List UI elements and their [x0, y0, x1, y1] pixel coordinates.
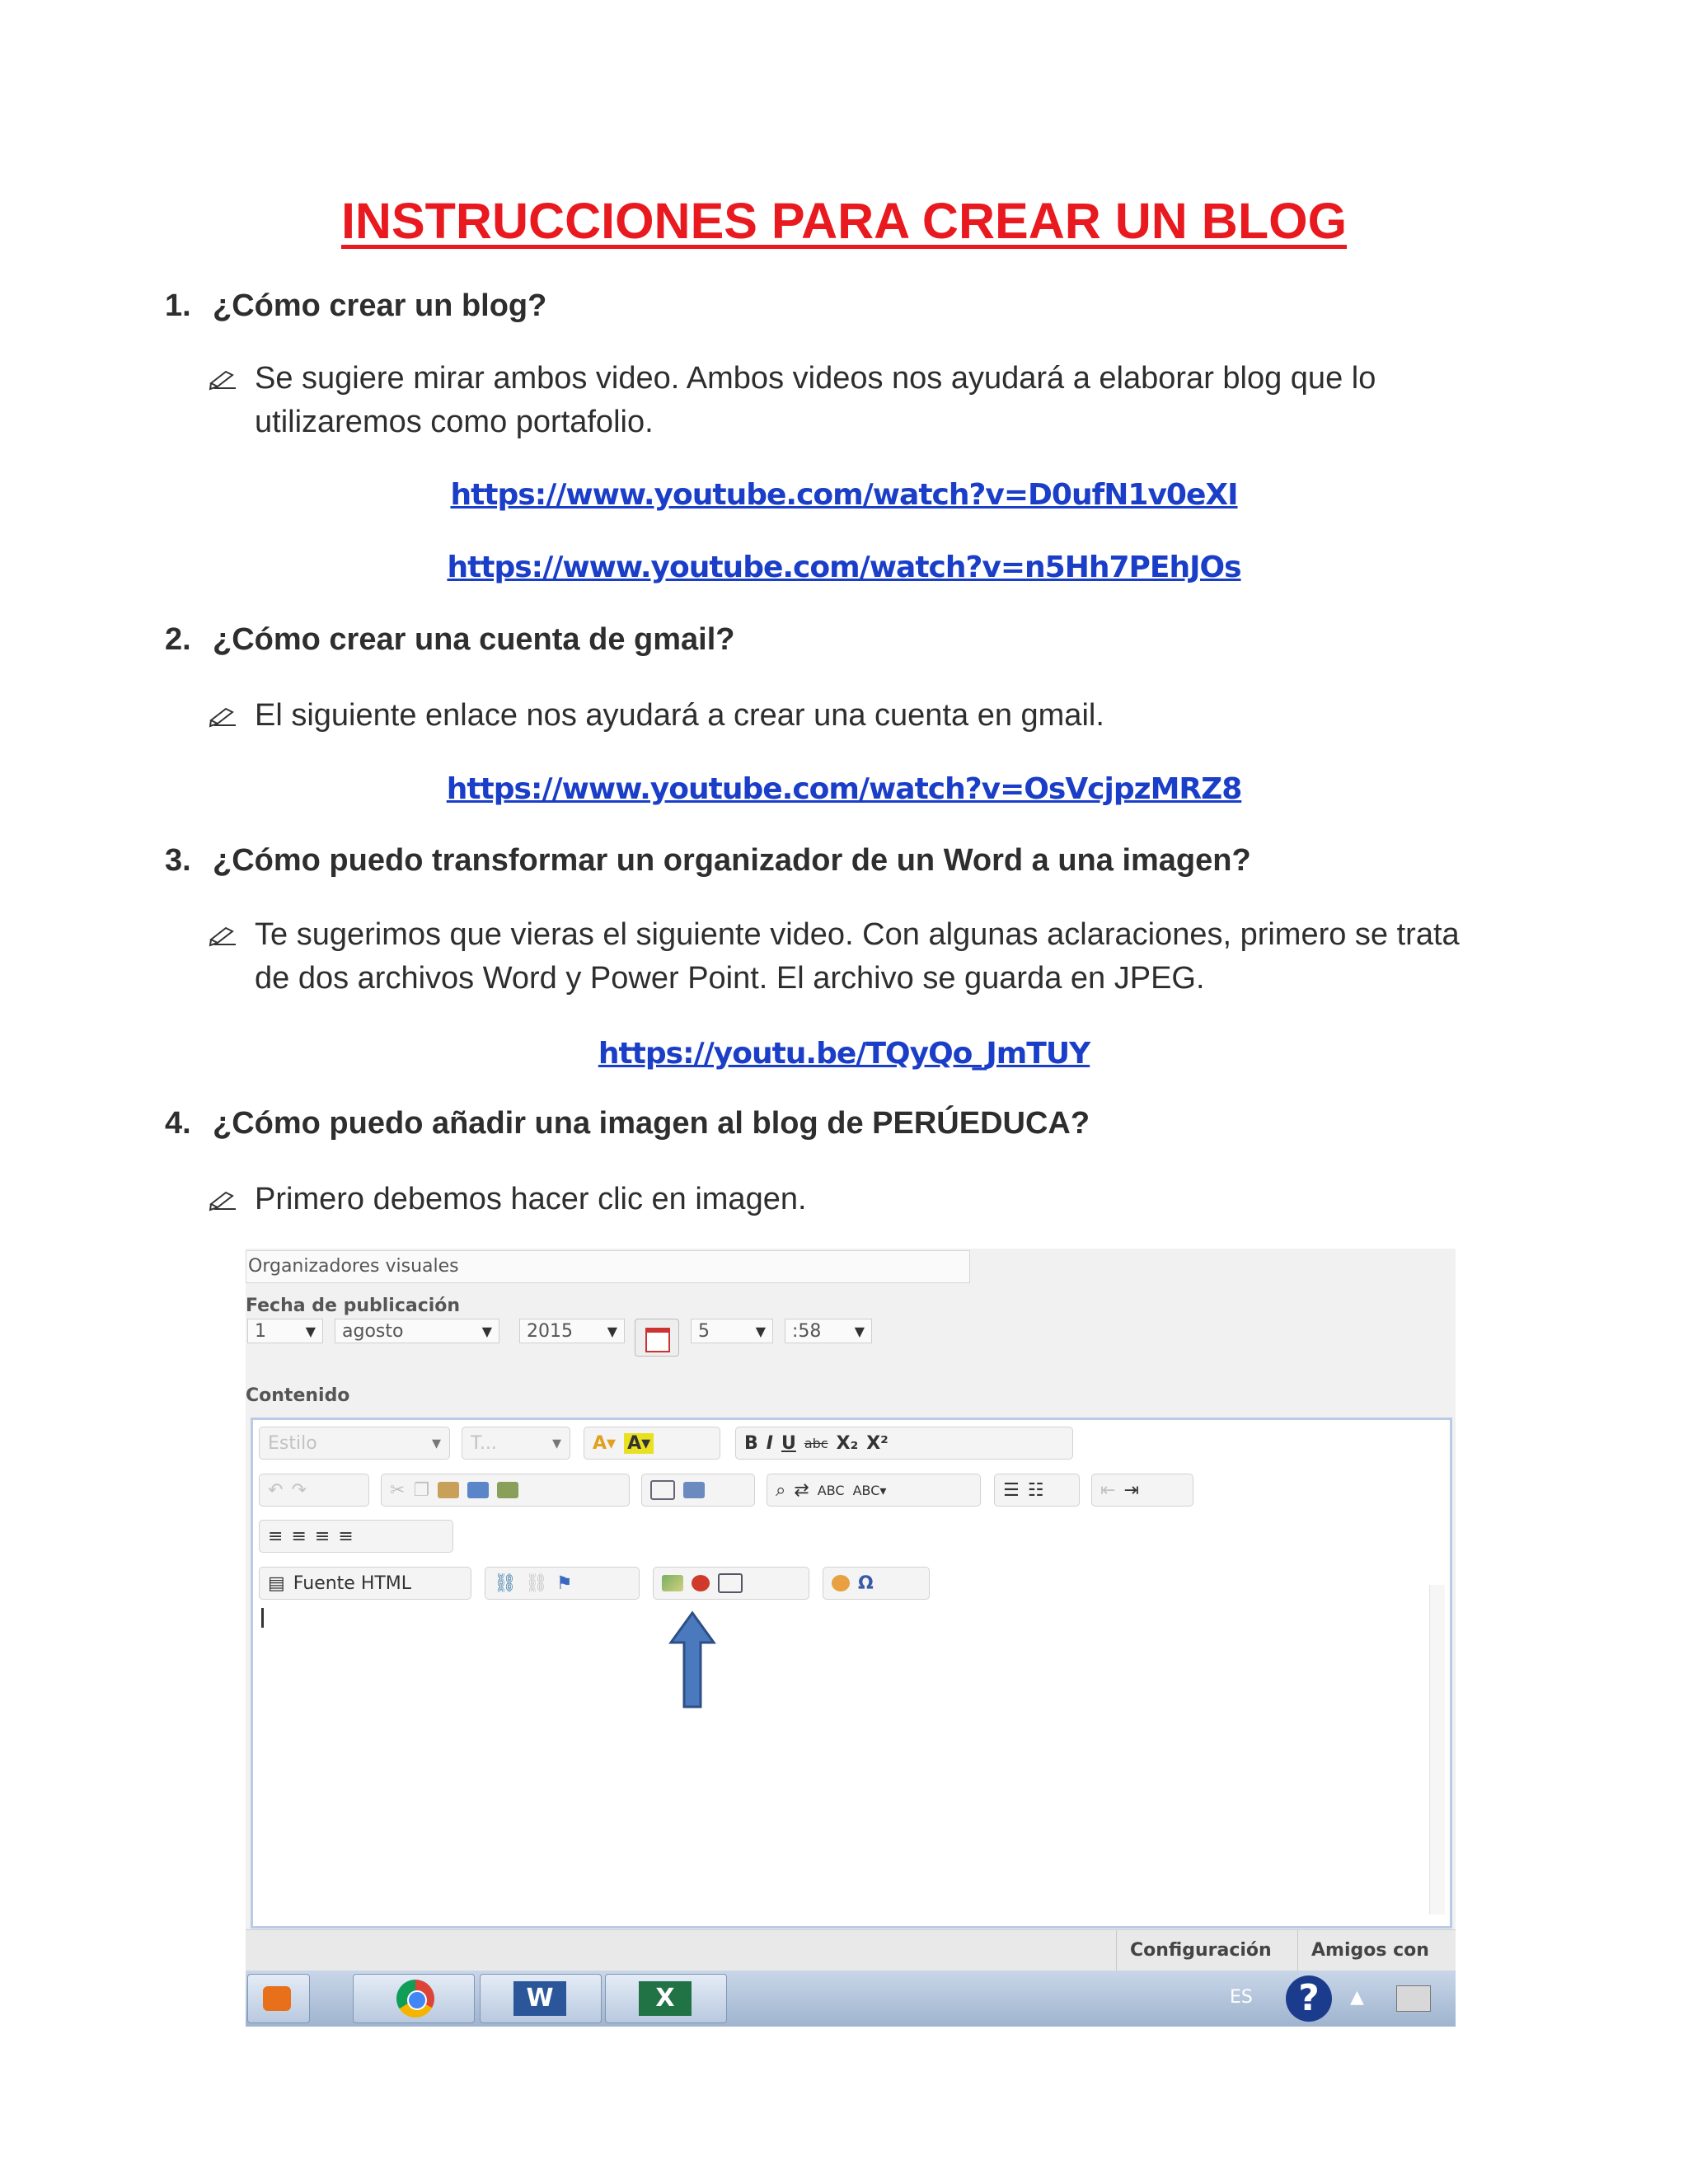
bullet-text-line1: Se sugiere mirar ambos video. Ambos videos nos ayudará a elaborar blog que lo: [255, 361, 1376, 396]
windows-taskbar: [246, 1971, 1456, 2027]
chrome-button[interactable]: [353, 1974, 475, 2023]
paste-icon[interactable]: [438, 1482, 459, 1498]
redo-icon[interactable]: ↷: [291, 1479, 307, 1501]
chevron-down-icon: ▾: [431, 1432, 441, 1454]
text-color-icon[interactable]: A▾: [593, 1432, 617, 1454]
copy-icon[interactable]: ❐: [413, 1479, 430, 1501]
language-indicator[interactable]: ES: [1230, 1987, 1253, 2008]
cut-icon[interactable]: ✂: [390, 1479, 406, 1501]
hour-value: 5: [698, 1321, 710, 1342]
video-link-4[interactable]: https://youtu.be/TQyQo_JmTUY: [598, 1037, 1090, 1071]
text-cursor: [261, 1608, 264, 1628]
day-select[interactable]: [247, 1319, 323, 1343]
remove-format-icon[interactable]: [683, 1482, 705, 1498]
bullet-text-line1: Primero debemos hacer clic en imagen.: [255, 1182, 807, 1216]
chevron-down-icon: ▾: [551, 1432, 561, 1454]
style-combo[interactable]: [259, 1427, 450, 1460]
question-3: [165, 843, 1251, 879]
year-value: 2015: [527, 1321, 573, 1342]
bullet-1: [208, 357, 1376, 444]
insert-group: [653, 1567, 809, 1600]
link-icon[interactable]: ⛓: [494, 1572, 517, 1594]
help-icon[interactable]: ?: [1286, 1975, 1332, 2022]
undo-icon[interactable]: ↶: [268, 1479, 284, 1501]
pencil-bullet-icon: [208, 1184, 237, 1214]
table-icon[interactable]: [718, 1573, 743, 1593]
question-text: ¿Cómo crear una cuenta de gmail?: [213, 622, 735, 657]
list-group: [994, 1474, 1080, 1507]
question-text: ¿Cómo crear un blog?: [213, 288, 547, 323]
post-title-field[interactable]: Organizadores visuales: [246, 1250, 970, 1283]
word-icon: W: [513, 1981, 566, 2016]
tab-configuracion[interactable]: Configuración: [1116, 1930, 1295, 1971]
excel-icon: X: [639, 1981, 692, 2016]
align-justify-icon[interactable]: ≡: [338, 1526, 354, 1547]
video-link-2[interactable]: https://www.youtube.com/watch?v=n5Hh7PEhJOs: [447, 551, 1241, 584]
align-group: [259, 1520, 453, 1553]
source-button[interactable]: [259, 1567, 471, 1600]
bullet-text-line2: de dos archivos Word y Power Point. El archivo se guarda en JPEG.: [255, 961, 1205, 996]
dropdown-arrow-icon: ▼: [854, 1324, 865, 1339]
network-icon[interactable]: [1396, 1985, 1431, 2012]
tray-expand-icon[interactable]: ▲: [1350, 1987, 1364, 2008]
media-player-icon: [263, 1986, 291, 2011]
clipboard-group: [381, 1474, 630, 1507]
date-label: Fecha de publicación: [246, 1296, 461, 1316]
editor-scrollbar[interactable]: [1429, 1585, 1445, 1915]
hour-select[interactable]: [691, 1319, 773, 1343]
excel-button[interactable]: [605, 1974, 727, 2023]
special-char-icon[interactable]: Ω: [858, 1572, 874, 1594]
italic-icon[interactable]: I: [766, 1432, 773, 1454]
month-select[interactable]: [335, 1319, 499, 1343]
spellcheck-menu-icon[interactable]: ABC▾: [852, 1482, 887, 1498]
question-number: 1.: [165, 288, 191, 323]
subscript-icon[interactable]: X₂: [836, 1432, 859, 1454]
bullet-2: [208, 694, 1104, 738]
font-combo[interactable]: [462, 1427, 570, 1460]
pencil-bullet-icon: [208, 363, 237, 393]
question-2: [165, 622, 734, 658]
indent-icon[interactable]: ⇥: [1123, 1479, 1139, 1501]
bullet-4: [208, 1178, 807, 1221]
bullet-text-line2: utilizaremos como portafolio.: [255, 405, 654, 439]
tab-amigos[interactable]: Amigos con: [1297, 1930, 1456, 1971]
dropdown-arrow-icon: ▼: [607, 1324, 617, 1339]
month-value: agosto: [342, 1321, 404, 1342]
replace-icon[interactable]: ⇄: [794, 1479, 809, 1501]
page-title: INSTRUCCIONES PARA CREAR UN BLOG: [340, 193, 1348, 249]
status-bar: [246, 1929, 1456, 1971]
history-group: [259, 1474, 369, 1507]
superscript-icon[interactable]: X²: [866, 1432, 889, 1454]
align-right-icon[interactable]: ≡: [314, 1526, 331, 1547]
pencil-bullet-icon: [208, 701, 237, 730]
dropdown-arrow-icon: ▼: [755, 1324, 766, 1339]
indent-group: [1091, 1474, 1193, 1507]
editor-screenshot: [246, 1249, 1456, 2027]
image-icon[interactable]: [662, 1575, 683, 1591]
day-value: 1: [255, 1321, 266, 1342]
bullet-text-line1: El siguiente enlace nos ayudará a crear una cuenta en gmail.: [255, 698, 1104, 733]
bulleted-list-icon[interactable]: ☷: [1027, 1479, 1044, 1501]
content-label: Contenido: [246, 1385, 350, 1406]
select-group: [641, 1474, 755, 1507]
question-1: [165, 288, 546, 324]
calendar-icon[interactable]: [635, 1319, 679, 1357]
color-group: [584, 1427, 720, 1460]
background-color-icon[interactable]: A▾: [624, 1433, 654, 1454]
outdent-icon[interactable]: ⇤: [1100, 1479, 1116, 1501]
dropdown-arrow-icon: ▼: [481, 1324, 492, 1339]
word-button[interactable]: [480, 1974, 602, 2023]
strikethrough-icon[interactable]: abc: [804, 1435, 828, 1451]
spellcheck-icon[interactable]: ABC: [817, 1482, 845, 1498]
paste-text-icon[interactable]: [467, 1482, 489, 1498]
unlink-icon[interactable]: ⛓: [524, 1572, 548, 1594]
question-text: ¿Cómo puedo transformar un organizador de un Word a una imagen?: [213, 843, 1251, 878]
minute-select[interactable]: [785, 1319, 872, 1343]
format-group: [735, 1427, 1073, 1460]
question-number: 2.: [165, 622, 191, 657]
paste-word-icon[interactable]: [497, 1482, 518, 1498]
underline-icon[interactable]: U: [781, 1432, 796, 1454]
source-label: Fuente HTML: [293, 1572, 412, 1594]
bullet-3: [208, 913, 1460, 1001]
find-icon[interactable]: ⌕: [776, 1479, 786, 1501]
question-4: [165, 1106, 1090, 1141]
numbered-list-icon[interactable]: ☰: [1003, 1479, 1020, 1501]
style-placeholder: Estilo: [268, 1432, 317, 1454]
bullet-text-line1: Te sugerimos que vieras el siguiente video. Con algunas aclaraciones, primero se trata: [255, 917, 1460, 952]
chrome-icon: [396, 1980, 434, 2018]
link-group: [485, 1567, 640, 1600]
smiley-icon[interactable]: [832, 1575, 850, 1591]
video-link-3[interactable]: https://www.youtube.com/watch?v=OsVcjpzMRZ8: [446, 772, 1242, 806]
arrow-up-icon: [668, 1610, 717, 1710]
anchor-icon[interactable]: ⚑: [556, 1572, 573, 1594]
bold-icon[interactable]: B: [744, 1432, 758, 1454]
question-number: 3.: [165, 843, 191, 878]
source-icon: ▤: [268, 1572, 285, 1594]
select-all-icon[interactable]: [650, 1480, 675, 1500]
find-group: [767, 1474, 981, 1507]
flash-icon[interactable]: [692, 1575, 710, 1591]
video-link-1[interactable]: https://www.youtube.com/watch?v=D0ufN1v0eXI: [450, 478, 1238, 512]
align-left-icon[interactable]: ≡: [268, 1526, 284, 1547]
pencil-bullet-icon: [208, 920, 237, 949]
dropdown-arrow-icon: ▼: [305, 1324, 316, 1339]
question-number: 4.: [165, 1106, 191, 1141]
year-select[interactable]: [519, 1319, 625, 1343]
minute-value: :58: [792, 1321, 822, 1342]
media-player-button[interactable]: [247, 1974, 310, 2023]
align-center-icon[interactable]: ≡: [291, 1526, 307, 1547]
font-placeholder: T...: [471, 1432, 497, 1454]
question-text: ¿Cómo puedo añadir una imagen al blog de PERÚEDUCA?: [213, 1106, 1090, 1141]
special-group: [823, 1567, 930, 1600]
